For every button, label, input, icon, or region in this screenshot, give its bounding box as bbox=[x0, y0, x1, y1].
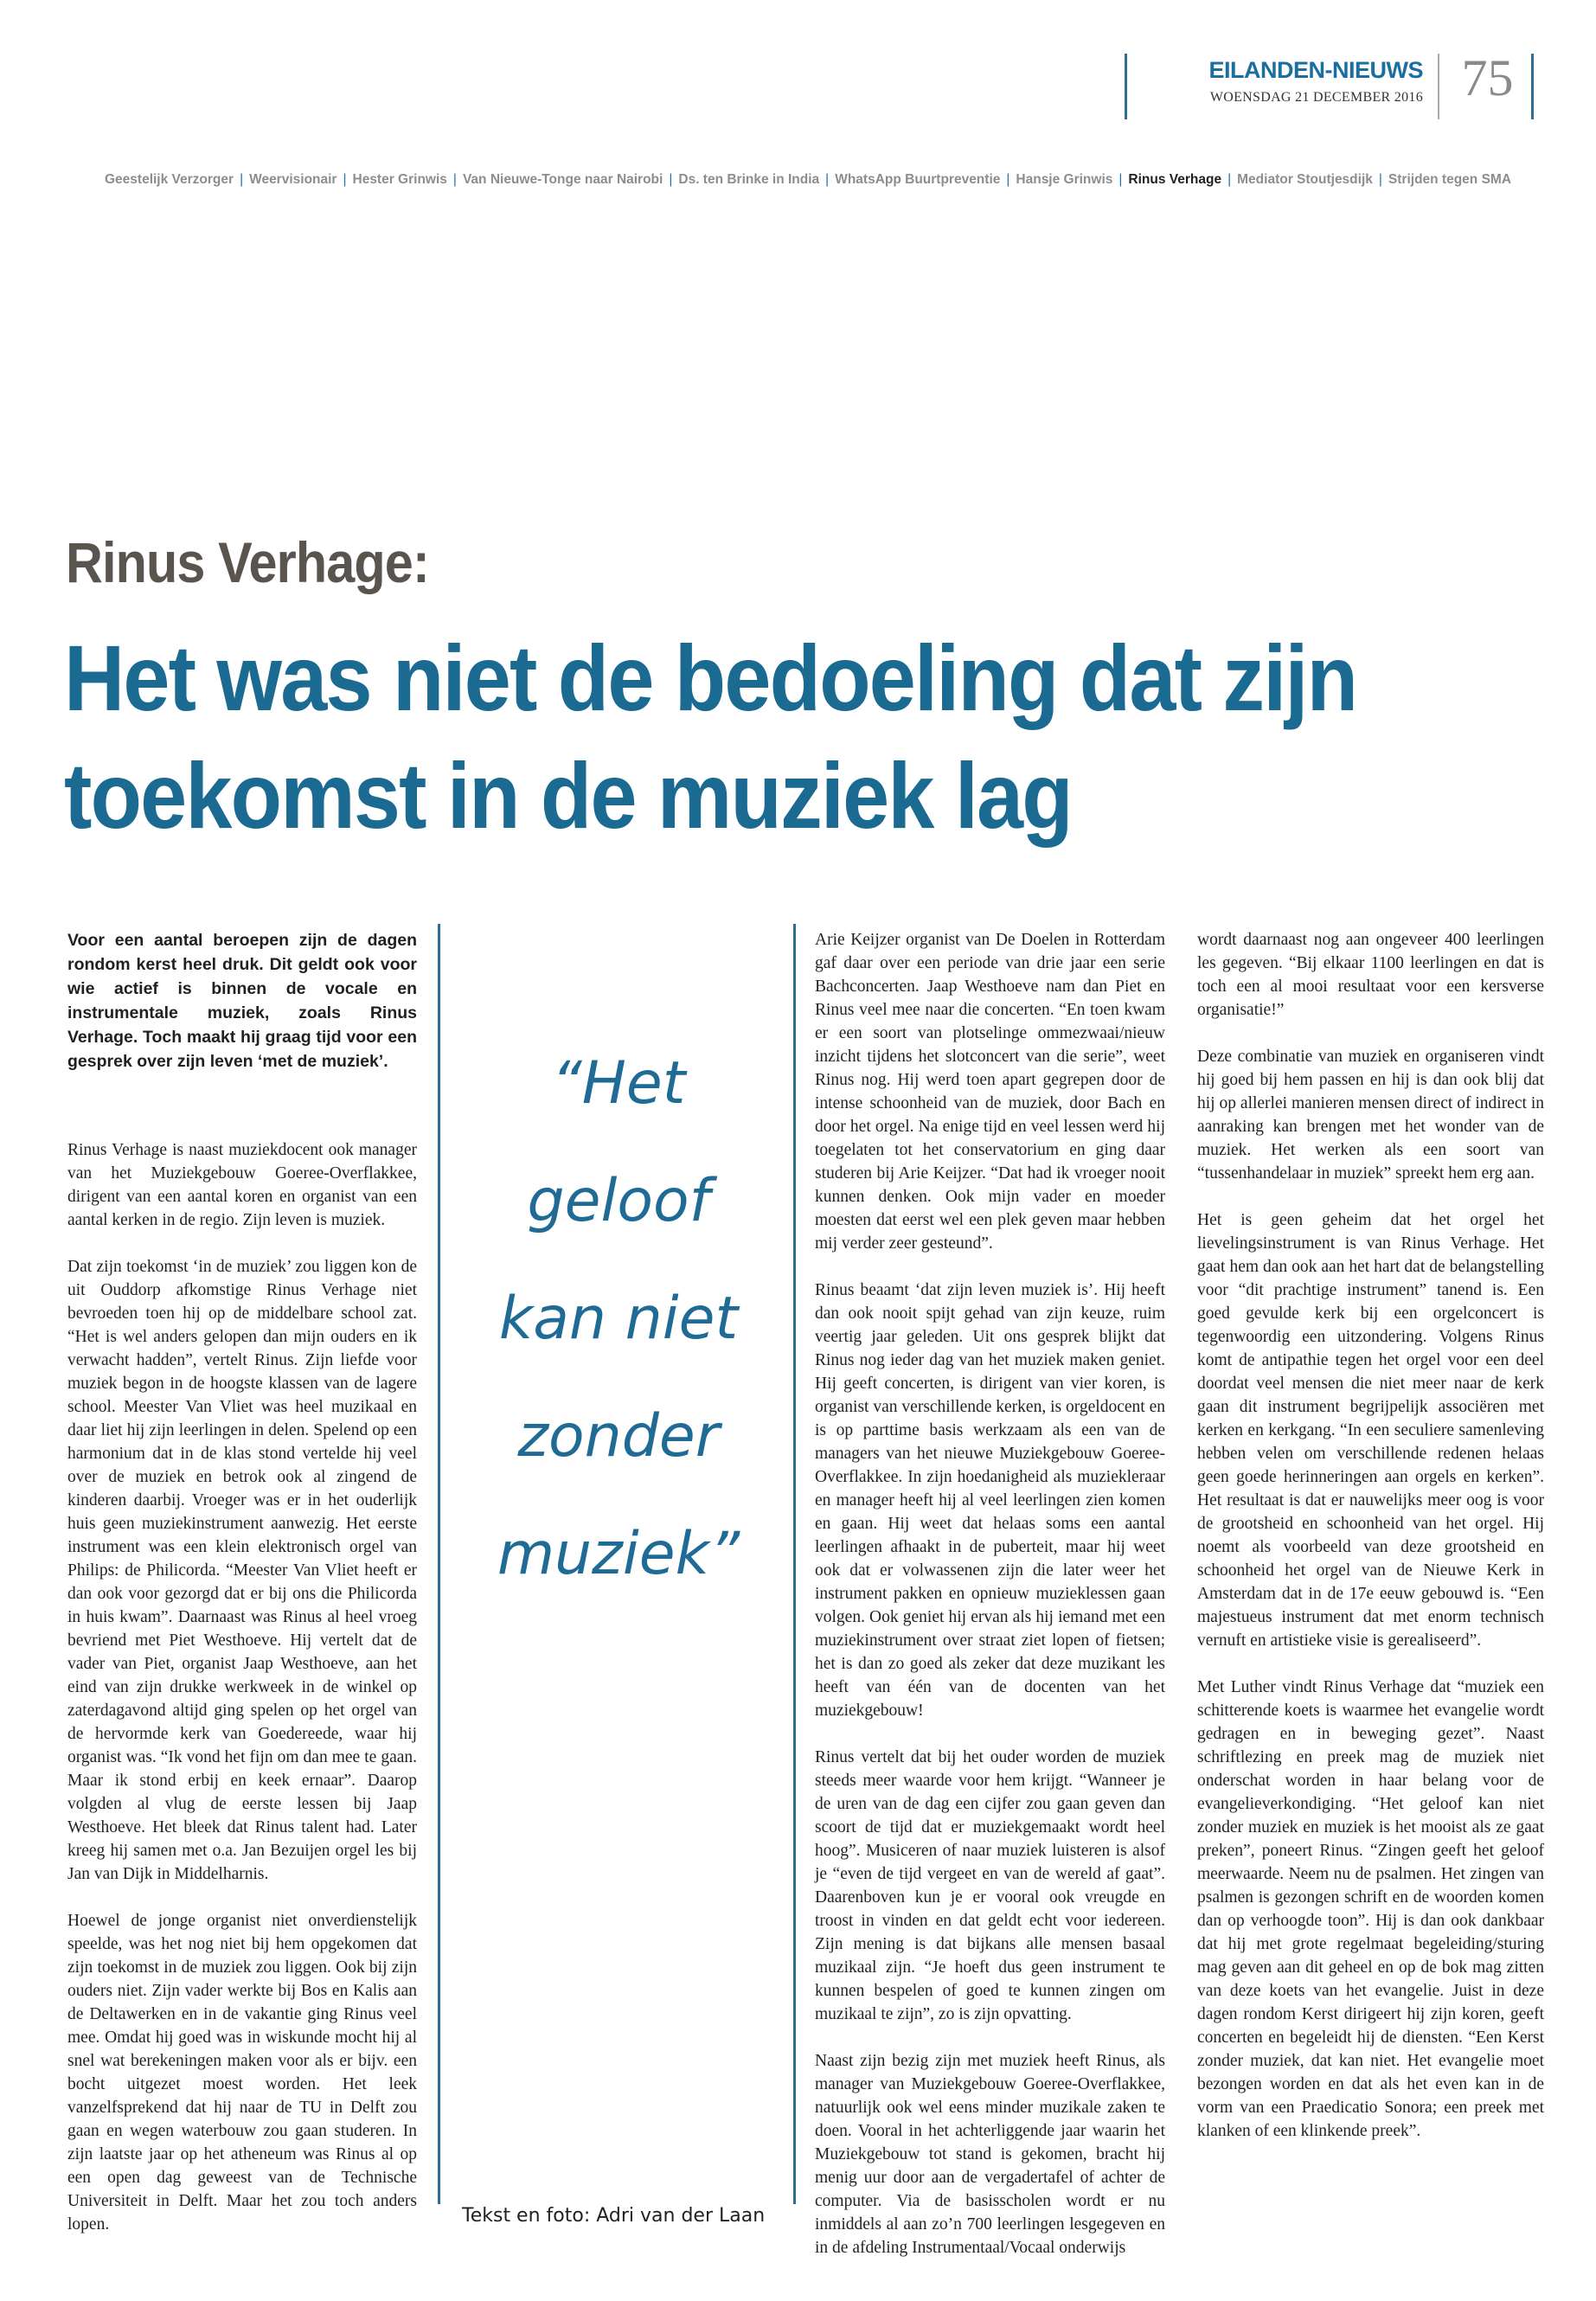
nav-separator: | bbox=[1118, 172, 1123, 187]
paragraph: Hoewel de jonge organist niet onverdienstelijk speelde, was het nog niet bij hem opgekomen dat zijn toekomst in de muziek zou liggen. Ook bij zijn ouders niet. Zijn vader werkte bij Bos en Kalis aan de Deltawerken en in de vakantie ging Rinus veel mee. Omdat hij goed was in wiskunde mocht hij al snel wat berekeningen maken voor als er bijv. een bocht uitgezet moest worden. Het leek vanzelfsprekend dat hij naar de TU in Delft zou gaan en wegen waterbouw zou gaan studeren. In zijn laatste jaar op het atheneum was Rinus al op een open dag geweest van de Technische Universiteit in Delft. Maar het zou toch anders lopen. bbox=[67, 1912, 417, 2234]
photo-credit: Tekst en foto: Adri van der Laan bbox=[462, 2205, 766, 2227]
masthead bbox=[1125, 49, 1540, 123]
section-link[interactable]: Hansje Grinwis bbox=[1016, 172, 1113, 187]
section-index bbox=[105, 172, 1523, 188]
article-column-1 bbox=[67, 1138, 417, 2259]
section-link[interactable]: Van Nieuwe-Tonge naar Nairobi bbox=[462, 172, 663, 187]
paragraph: Dat zijn toekomst ‘in de muziek’ zou liggen kon de uit Ouddorp afkomstige Rinus Verhage niet bevroeden toen hij op de middelbare school zat. “Het is wel anders gelopen dan mijn ouders en ik verwacht hadden”, vertelt Rinus. Zijn liefde voor muziek begon in de hoogste klassen van de lagere school. Meester Van Vliet was heel muzikaal en daar liet hij zijn leerlingen in delen. Spelend op een harmonium dat in de klas stond vertelde hij veel over de muziek en betrok ook al zingend de kinderen daarbij. Vroeger was er in het ouderlijk huis geen muziekinstrument aanwezig. Het eerste instrument was een klein elektronisch orgel van Philips: de Philicorda. “Meester Van Vliet heeft er dan ook voor gezorgd dat er bij ons die Philicorda in huis kwam”. Daarnaast was Rinus al heel vroeg bevriend met Piet Westhoeve. Hij vertelt dat de vader van Piet, organist Jaap Westhoeve, aan het eind van zijn drukke werkweek in de winkel op zaterdagavond altijd ging spelen op het orgel van de hervormde kerk van Goedereede, waar hij organist was. “Ik vond het fijn om dan mee te gaan. Maar ik stond erbij en keek ernaar”. Daarop volgden al vlug de eerste lessen bij Jaap Westhoeve. Het bleek dat Rinus talent had. Later kreeg hij samen met o.a. Jan Bezuijen orgel les bij Jan van Dijk in Middelharnis. bbox=[67, 1258, 417, 1883]
pull-quote bbox=[458, 1025, 779, 1613]
paragraph: Met Luther vindt Rinus Verhage dat “muziek een schitterende koets is waarmee het evangelie wordt gedragen en in beweging gezet”. Naast schriftlezing en preek mag de muziek niet onderschat worden in haar belang voor de evangelieverkondiging. “Het geloof kan niet zonder muziek en muziek is het mooist als ze gaat preken”, poneert Rinus. “Zingen geeft het geloof meerwaarde. Neem nu de psalmen. Het zingen van psalmen is gezongen schrift en de woorden komen dan op verhoogde toon”. Hij is dan ook dankbaar dat hij met grote regelmaat begeleiding/sturing mag geven aan dit geheel en op de bok mag zitten van deze koets van het evangelie. Juist in deze dagen rondom Kerst dirigeert hij zijn koren, geeft concerten en begeleidt hij de diensten. “Een Kerst zonder muziek, dat kan niet. Het evangelie moet bezongen worden en dat als het even kan in de vorm van een Praedicatio Sonora; een preek met klanken of een klinkende preek”. bbox=[1197, 1678, 1544, 2140]
section-link[interactable]: Strijden tegen SMA bbox=[1388, 172, 1512, 187]
newspaper-name: EILANDEN-NIEUWS bbox=[1208, 57, 1423, 83]
nav-separator: | bbox=[1378, 172, 1382, 187]
pull-quote-line: kan niet bbox=[498, 1285, 739, 1353]
nav-separator: | bbox=[825, 172, 830, 187]
paragraph: Rinus vertelt dat bij het ouder worden de muziek steeds meer waarde voor hem krijgt. “Wanneer je de uren van de dag een cijfer zou gaan geven dan scoort de tijd dat er muziekgemaakt wordt heel hoog”. Musiceren of naar muziek luisteren is alsof je “even de tijd vergeet en van de wereld af gaat”. Daarenboven kun je er vooral ook vreugde en troost in vinden en dat geldt echt voor iedereen. Zijn mening is dat bijkans alle mensen basaal muzikaal zijn. “Je hoeft dus geen instrument te kunnen bespelen of goed te kunnen zingen om muzikaal te zijn”, zo is zijn opvatting. bbox=[815, 1748, 1165, 2023]
paragraph: Rinus beaamt ‘dat zijn leven muziek is’. Hij heeft dan ook nooit spijt gehad van zijn keuze, ruim veertig jaar geleden. Uit ons gesprek blijkt dat Rinus nog ieder dag van het muziek maken geniet. Hij geeft concerten, is dirigent van vier koren, is organist van verschillende kerken, is orgeldocent en is op parttime basis werkzaam als een van de managers van het nieuwe Muziekgebouw Goeree-Overflakkee. In zijn hoedanigheid als muziekleraar en manager heeft hij al veel leerlingen zien komen en gaan. Hij weet dat helaas soms een aantal leerlingen afhaakt in de puberteit, maar hij weet ook dat er volwassenen zijn die later weer het instrument pakken en opnieuw muzieklessen gaan volgen. Ook geniet hij ervan als hij iemand met een muziekinstrument over straat ziet lopen of fietsen; het is dan zo goed als zeker dat deze muzikant les heeft van één van de docenten van het muziekgebouw! bbox=[815, 1281, 1165, 1720]
nav-separator: | bbox=[240, 172, 244, 187]
pull-quote-line: muziek” bbox=[497, 1520, 740, 1588]
section-link[interactable]: Weervisionair bbox=[249, 172, 337, 187]
article-kicker: Rinus Verhage: bbox=[66, 530, 429, 594]
pull-quote-line: “Het bbox=[551, 1049, 686, 1118]
paragraph: Naast zijn bezig zijn met muziek heeft Rinus, als manager van Muziekgebouw Goeree-Overflakkee, natuurlijk ook wel eens minder muzikale zaken te doen. Vooral in het achterliggende jaar waarin het Muziekgebouw tot stand is gekomen, bracht hij menig uur door aan de vergadertafel of achter de computer. Via de basisscholen wordt er nu inmiddels al aan zo’n 700 leerlingen lesgegeven en in de afdeling Instrumentaal/Vocaal onderwijs bbox=[815, 2052, 1165, 2257]
paragraph: Rinus Verhage is naast muziekdocent ook manager van het Muziekgebouw Goeree-Overflakkee, dirigent van een aantal koren en organist van een aantal kerken in de regio. Zijn leven is muziek. bbox=[67, 1141, 417, 1229]
paragraph: Het is geen geheim dat het orgel het lievelingsinstrument is van Rinus Verhage. Het gaat hem dan ook aan het hart dat de belangstelling voor “dit prachtige instrument” tanend is. Een goed gevulde kerk bij een orgelconcert is tegenwoordig een uitzondering. Volgens Rinus komt de antipathie tegen het orgel voor een deel doordat veel mensen die niet meer naar de kerk gaan dit instrument begrijpelijk associëren met kerken en kerkgang. “In een seculiere samenleving hebben velen om verschillende redenen helaas geen goede herinneringen aan orgels en kerken”. Het resultaat is dat er nauwelijks meer oog is voor de grootsheid en schoonheid van het orgel. Hij noemt als voorbeeld van deze grootsheid en schoonheid het orgel van de Nieuwe Kerk in Amsterdam dat in de 17e eeuw gebouwd is. “Een majestueus instrument dat met enorm technisch vernuft en artistieke visie is gerealiseerd”. bbox=[1197, 1211, 1544, 1650]
article-intro: Voor een aantal beroepen zijn de dagen rondom kerst heel druk. Dit geldt ook voor wie actief is binnen de vocale en instrumentale muziek, zoals Rinus Verhage. Toch maakt hij graag tijd voor een gesprek over zijn leven ‘met de muziek’. bbox=[67, 931, 417, 1071]
nav-separator: | bbox=[669, 172, 673, 187]
article-column-3 bbox=[1197, 928, 1544, 2166]
section-link[interactable]: Mediator Stoutjesdijk bbox=[1237, 172, 1373, 187]
section-link[interactable]: Rinus Verhage bbox=[1128, 172, 1222, 187]
pull-quote-line: geloof bbox=[527, 1167, 710, 1235]
article-column-2 bbox=[815, 928, 1165, 2283]
paragraph: wordt daarnaast nog aan ongeveer 400 leerlingen les gegeven. “Bij elkaar 1100 leerlingen en dat is toch een al mooi resultaat voor een kersverse organisatie!” bbox=[1197, 931, 1544, 1019]
issue-date: WOENSDAG 21 DECEMBER 2016 bbox=[1209, 90, 1423, 105]
section-link[interactable]: Geestelijk Verzorger bbox=[105, 172, 234, 187]
nav-separator: | bbox=[1227, 172, 1232, 187]
section-link[interactable]: Ds. ten Brinke in India bbox=[678, 172, 820, 187]
section-link[interactable]: WhatsApp Buurtpreventie bbox=[835, 172, 1001, 187]
paragraph: Arie Keijzer organist van De Doelen in Rotterdam gaf daar over een periode van drie jaar een serie Bachconcerten. Jaap Westhoeve nam dan Piet en Rinus veel mee naar die concerten. “En toen kwam er een soort van plotselinge ommezwaai/nieuw inzicht tijdens het slotconcert van die serie”, weet Rinus nog. Hij werd toen apart gegrepen door de intense schoonheid van de muziek, door Bach en door het orgel. Na enige tijd en veel lessen werd hij toegelaten tot het conservatorium en ging daar studeren bij Arie Keijzer. “Dat had ik vroeger nooit kunnen denken. Ook mijn vader en moeder moesten dat eerst wel een plek geven maar hebben mij verder zeer gesteund”. bbox=[815, 931, 1165, 1253]
masthead-right-rule bbox=[1531, 54, 1534, 119]
masthead-separator bbox=[1438, 54, 1439, 119]
nav-separator: | bbox=[452, 172, 457, 187]
section-link[interactable]: Hester Grinwis bbox=[352, 172, 447, 187]
paragraph: Deze combinatie van muziek en organiseren vindt hij goed bij hem passen en hij is dan ook blij dat hij op allerlei manieren mensen direct of indirect in aanraking kan brengen met het wonder van de muziek. Het werken als een soort van “tussenhandelaar in muziek” spreekt hem erg aan. bbox=[1197, 1048, 1544, 1183]
nav-separator: | bbox=[1006, 172, 1010, 187]
nav-separator: | bbox=[343, 172, 347, 187]
article-headline: Het was niet de bedoeling dat zijn toekomst in de muziek lag bbox=[64, 625, 1357, 848]
column-divider-left bbox=[438, 924, 440, 2204]
page-number: 75 bbox=[1461, 49, 1514, 106]
pull-quote-line: zonder bbox=[517, 1402, 720, 1471]
column-divider-right bbox=[793, 924, 796, 2204]
